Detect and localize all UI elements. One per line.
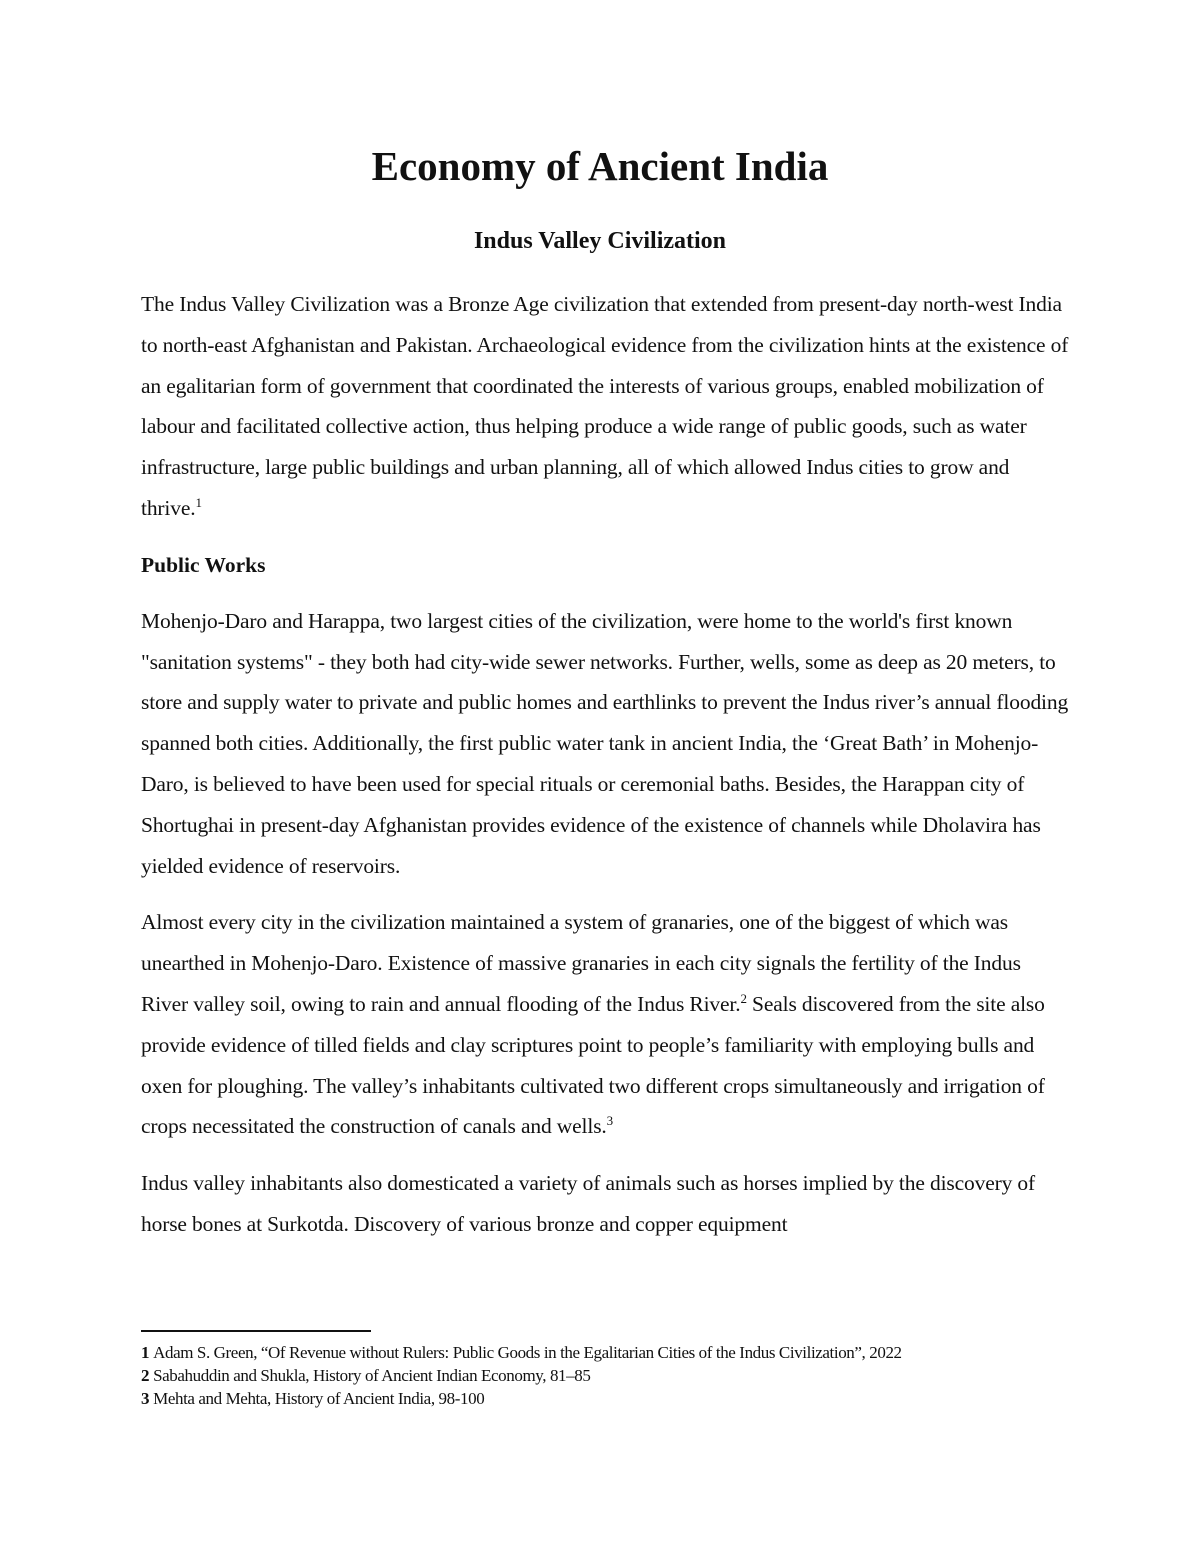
footnote-text: Adam S. Green, “Of Revenue without Rulers: Public Goods in the Egalitarian Cities of the Indus Civilization”, 2022 — [153, 1343, 902, 1362]
footnote-1 — [141, 1341, 1071, 1364]
document-title: Economy of Ancient India — [371, 143, 829, 189]
footnote-2 — [141, 1364, 1071, 1387]
footnote-number: 3 — [141, 1389, 150, 1408]
paragraph-granaries-text-2: Seals discovered from the site also provide evidence of tilled fields and clay scriptures point to people’s familiarity with employing bulls and oxen for ploughing. The valley’s inhabitants cultivated two different crops simultaneously and irrigation of crops necessitated the construction of canals and wells. — [141, 991, 1045, 1139]
footnote-3 — [141, 1387, 1071, 1410]
footnote-number: 1 — [141, 1343, 150, 1362]
footnote-ref-1: 1 — [195, 494, 202, 510]
footnotes — [141, 1341, 1071, 1410]
paragraph-intro — [141, 284, 1071, 529]
paragraph-public-works: Mohenjo-Daro and Harappa, two largest cities of the civilization, were home to the world's first known "sanitation systems" - they both had city-wide sewer networks. Further, wells, some as deep as 20 meters, to store and supply water to private and public homes and earthlinks to prevent the Indus river’s annual flooding spanned both cities. Additionally, the first public water tank in ancient India, the ‘Great Bath’ in Mohenjo-Daro, is believed to have been used for special rituals or ceremonial baths. Besides, the Harappan city of Shortughai in present-day Afghanistan provides evidence of the existence of channels while Dholavira has yielded evidence of reservoirs. — [141, 608, 1069, 878]
footnote-ref-3: 3 — [606, 1113, 613, 1129]
paragraph-granaries — [141, 902, 1071, 1147]
paragraph-intro-text: The Indus Valley Civilization was a Bronze Age civilization that extended from present-day north-west India to north-east Afghanistan and Pakistan. Archaeological evidence from the civilization hints at the existence of an egalitarian form of government that coordinated the interests of various groups, enabled mobilization of labour and facilitated collective action, thus helping produce a wide range of public goods, such as water infrastructure, large public buildings and urban planning, all of which allowed Indus cities to grow and thrive. — [141, 292, 1069, 520]
document-body — [141, 284, 1071, 1261]
footnote-number: 2 — [141, 1366, 150, 1385]
footnote-text: Mehta and Mehta, History of Ancient India, 98-100 — [153, 1389, 485, 1408]
paragraph-granaries-text-1: Almost every city in the civilization maintained a system of granaries, one of the biggest of which was unearthed in Mohenjo-Daro. Existence of massive granaries in each city signals the fertility of the Indus River valley soil, owing to rain and annual flooding of the Indus River. — [141, 910, 1021, 1016]
paragraph-animals: Indus valley inhabitants also domesticated a variety of animals such as horses implied by the discovery of horse bones at Surkotda. Discovery of various bronze and copper equipment — [141, 1171, 1036, 1236]
footnote-separator — [141, 1330, 371, 1332]
footnote-ref-2: 2 — [740, 990, 747, 1006]
footnote-text: Sabahuddin and Shukla, History of Ancient Indian Economy, 81–85 — [153, 1366, 591, 1385]
section-title: Indus Valley Civilization — [473, 228, 727, 254]
heading-public-works: Public Works — [141, 552, 266, 577]
